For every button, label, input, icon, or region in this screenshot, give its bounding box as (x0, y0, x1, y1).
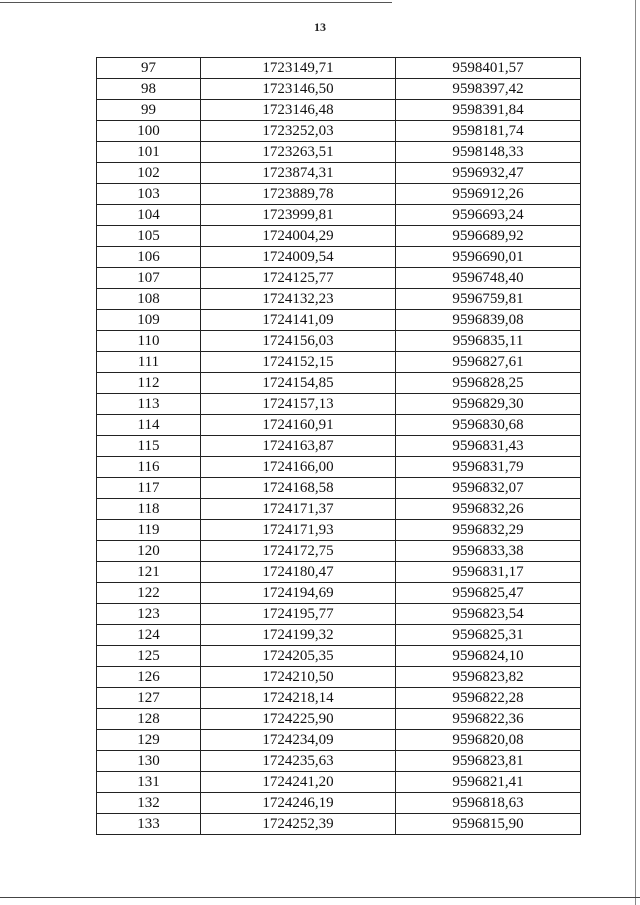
y-coordinate-cell: 9596824,10 (396, 646, 581, 667)
y-coordinate-cell: 9598148,33 (396, 142, 581, 163)
table-row (97, 562, 581, 583)
point-number-cell: 97 (97, 58, 201, 79)
x-coordinate-cell: 1724194,69 (201, 583, 396, 604)
point-number-cell: 126 (97, 667, 201, 688)
x-coordinate-cell: 1724246,19 (201, 793, 396, 814)
x-coordinate-cell: 1724225,90 (201, 709, 396, 730)
table-row (97, 436, 581, 457)
x-coordinate-cell: 1723146,50 (201, 79, 396, 100)
table-row (97, 814, 581, 835)
point-number-cell: 118 (97, 499, 201, 520)
y-coordinate-cell: 9596821,41 (396, 772, 581, 793)
x-coordinate-cell: 1724234,09 (201, 730, 396, 751)
table-row (97, 289, 581, 310)
x-coordinate-cell: 1724205,35 (201, 646, 396, 667)
top-rule (0, 2, 392, 3)
x-coordinate-cell: 1723263,51 (201, 142, 396, 163)
point-number-cell: 129 (97, 730, 201, 751)
x-coordinate-cell: 1724009,54 (201, 247, 396, 268)
y-coordinate-cell: 9596823,81 (396, 751, 581, 772)
x-coordinate-cell: 1724157,13 (201, 394, 396, 415)
y-coordinate-cell: 9596823,54 (396, 604, 581, 625)
point-number-cell: 112 (97, 373, 201, 394)
point-number-cell: 114 (97, 415, 201, 436)
point-number-cell: 107 (97, 268, 201, 289)
table-row (97, 499, 581, 520)
table-row (97, 163, 581, 184)
x-coordinate-cell: 1724004,29 (201, 226, 396, 247)
table-row (97, 457, 581, 478)
y-coordinate-cell: 9596833,38 (396, 541, 581, 562)
x-coordinate-cell: 1724252,39 (201, 814, 396, 835)
page-number: 13 (314, 20, 326, 34)
table-row (97, 520, 581, 541)
table-row (97, 58, 581, 79)
x-coordinate-cell: 1723149,71 (201, 58, 396, 79)
x-coordinate-cell: 1724168,58 (201, 478, 396, 499)
point-number-cell: 104 (97, 205, 201, 226)
table-row (97, 226, 581, 247)
point-number-cell: 123 (97, 604, 201, 625)
y-coordinate-cell: 9598397,42 (396, 79, 581, 100)
x-coordinate-cell: 1723889,78 (201, 184, 396, 205)
x-coordinate-cell: 1723252,03 (201, 121, 396, 142)
y-coordinate-cell: 9598391,84 (396, 100, 581, 121)
x-coordinate-cell: 1724141,09 (201, 310, 396, 331)
table-row (97, 667, 581, 688)
bottom-rule (0, 897, 640, 898)
y-coordinate-cell: 9596693,24 (396, 205, 581, 226)
x-coordinate-cell: 1724132,23 (201, 289, 396, 310)
y-coordinate-cell: 9596825,31 (396, 625, 581, 646)
table-row (97, 604, 581, 625)
y-coordinate-cell: 9596832,29 (396, 520, 581, 541)
table-row (97, 646, 581, 667)
point-number-cell: 130 (97, 751, 201, 772)
point-number-cell: 102 (97, 163, 201, 184)
x-coordinate-cell: 1724172,75 (201, 541, 396, 562)
point-number-cell: 100 (97, 121, 201, 142)
table-row (97, 751, 581, 772)
y-coordinate-cell: 9596830,68 (396, 415, 581, 436)
table-row (97, 730, 581, 751)
x-coordinate-cell: 1724199,32 (201, 625, 396, 646)
table-row (97, 394, 581, 415)
y-coordinate-cell: 9596748,40 (396, 268, 581, 289)
point-number-cell: 125 (97, 646, 201, 667)
y-coordinate-cell: 9596835,11 (396, 331, 581, 352)
point-number-cell: 124 (97, 625, 201, 646)
table-row (97, 331, 581, 352)
point-number-cell: 122 (97, 583, 201, 604)
coordinates-table (96, 57, 581, 835)
point-number-cell: 131 (97, 772, 201, 793)
y-coordinate-cell: 9596831,17 (396, 562, 581, 583)
y-coordinate-cell: 9598181,74 (396, 121, 581, 142)
y-coordinate-cell: 9596932,47 (396, 163, 581, 184)
point-number-cell: 106 (97, 247, 201, 268)
table-row (97, 583, 581, 604)
table-row (97, 478, 581, 499)
x-coordinate-cell: 1724152,15 (201, 352, 396, 373)
table-row (97, 310, 581, 331)
point-number-cell: 127 (97, 688, 201, 709)
table-row (97, 205, 581, 226)
x-coordinate-cell: 1724180,47 (201, 562, 396, 583)
table-row (97, 100, 581, 121)
point-number-cell: 115 (97, 436, 201, 457)
x-coordinate-cell: 1724125,77 (201, 268, 396, 289)
point-number-cell: 111 (97, 352, 201, 373)
point-number-cell: 113 (97, 394, 201, 415)
y-coordinate-cell: 9596759,81 (396, 289, 581, 310)
y-coordinate-cell: 9596912,26 (396, 184, 581, 205)
y-coordinate-cell: 9596689,92 (396, 226, 581, 247)
point-number-cell: 128 (97, 709, 201, 730)
coordinates-table-body (97, 58, 581, 835)
x-coordinate-cell: 1723874,31 (201, 163, 396, 184)
x-coordinate-cell: 1724235,63 (201, 751, 396, 772)
x-coordinate-cell: 1724163,87 (201, 436, 396, 457)
x-coordinate-cell: 1724156,03 (201, 331, 396, 352)
point-number-cell: 110 (97, 331, 201, 352)
x-coordinate-cell: 1724166,00 (201, 457, 396, 478)
table-row (97, 268, 581, 289)
point-number-cell: 120 (97, 541, 201, 562)
x-coordinate-cell: 1724171,37 (201, 499, 396, 520)
table-row (97, 184, 581, 205)
point-number-cell: 99 (97, 100, 201, 121)
point-number-cell: 108 (97, 289, 201, 310)
y-coordinate-cell: 9596820,08 (396, 730, 581, 751)
y-coordinate-cell: 9596825,47 (396, 583, 581, 604)
y-coordinate-cell: 9596831,43 (396, 436, 581, 457)
point-number-cell: 116 (97, 457, 201, 478)
table-row (97, 352, 581, 373)
y-coordinate-cell: 9596832,07 (396, 478, 581, 499)
x-coordinate-cell: 1724171,93 (201, 520, 396, 541)
table-row (97, 415, 581, 436)
y-coordinate-cell: 9596823,82 (396, 667, 581, 688)
point-number-cell: 101 (97, 142, 201, 163)
table-row (97, 121, 581, 142)
y-coordinate-cell: 9598401,57 (396, 58, 581, 79)
x-coordinate-cell: 1724218,14 (201, 688, 396, 709)
y-coordinate-cell: 9596827,61 (396, 352, 581, 373)
point-number-cell: 105 (97, 226, 201, 247)
x-coordinate-cell: 1724160,91 (201, 415, 396, 436)
y-coordinate-cell: 9596690,01 (396, 247, 581, 268)
table-row (97, 79, 581, 100)
y-coordinate-cell: 9596815,90 (396, 814, 581, 835)
point-number-cell: 119 (97, 520, 201, 541)
x-coordinate-cell: 1724241,20 (201, 772, 396, 793)
x-coordinate-cell: 1724195,77 (201, 604, 396, 625)
point-number-cell: 98 (97, 79, 201, 100)
y-coordinate-cell: 9596832,26 (396, 499, 581, 520)
table-row (97, 688, 581, 709)
point-number-cell: 132 (97, 793, 201, 814)
point-number-cell: 121 (97, 562, 201, 583)
table-row (97, 793, 581, 814)
y-coordinate-cell: 9596818,63 (396, 793, 581, 814)
table-row (97, 541, 581, 562)
y-coordinate-cell: 9596822,36 (396, 709, 581, 730)
y-coordinate-cell: 9596839,08 (396, 310, 581, 331)
y-coordinate-cell: 9596829,30 (396, 394, 581, 415)
x-coordinate-cell: 1724154,85 (201, 373, 396, 394)
table-row (97, 709, 581, 730)
point-number-cell: 133 (97, 814, 201, 835)
table-row (97, 772, 581, 793)
table-row (97, 373, 581, 394)
y-coordinate-cell: 9596831,79 (396, 457, 581, 478)
y-coordinate-cell: 9596822,28 (396, 688, 581, 709)
point-number-cell: 103 (97, 184, 201, 205)
point-number-cell: 117 (97, 478, 201, 499)
table-row (97, 142, 581, 163)
table-row (97, 247, 581, 268)
point-number-cell: 109 (97, 310, 201, 331)
x-coordinate-cell: 1723146,48 (201, 100, 396, 121)
table-row (97, 625, 581, 646)
x-coordinate-cell: 1724210,50 (201, 667, 396, 688)
x-coordinate-cell: 1723999,81 (201, 205, 396, 226)
right-edge-rule (635, 0, 636, 905)
y-coordinate-cell: 9596828,25 (396, 373, 581, 394)
